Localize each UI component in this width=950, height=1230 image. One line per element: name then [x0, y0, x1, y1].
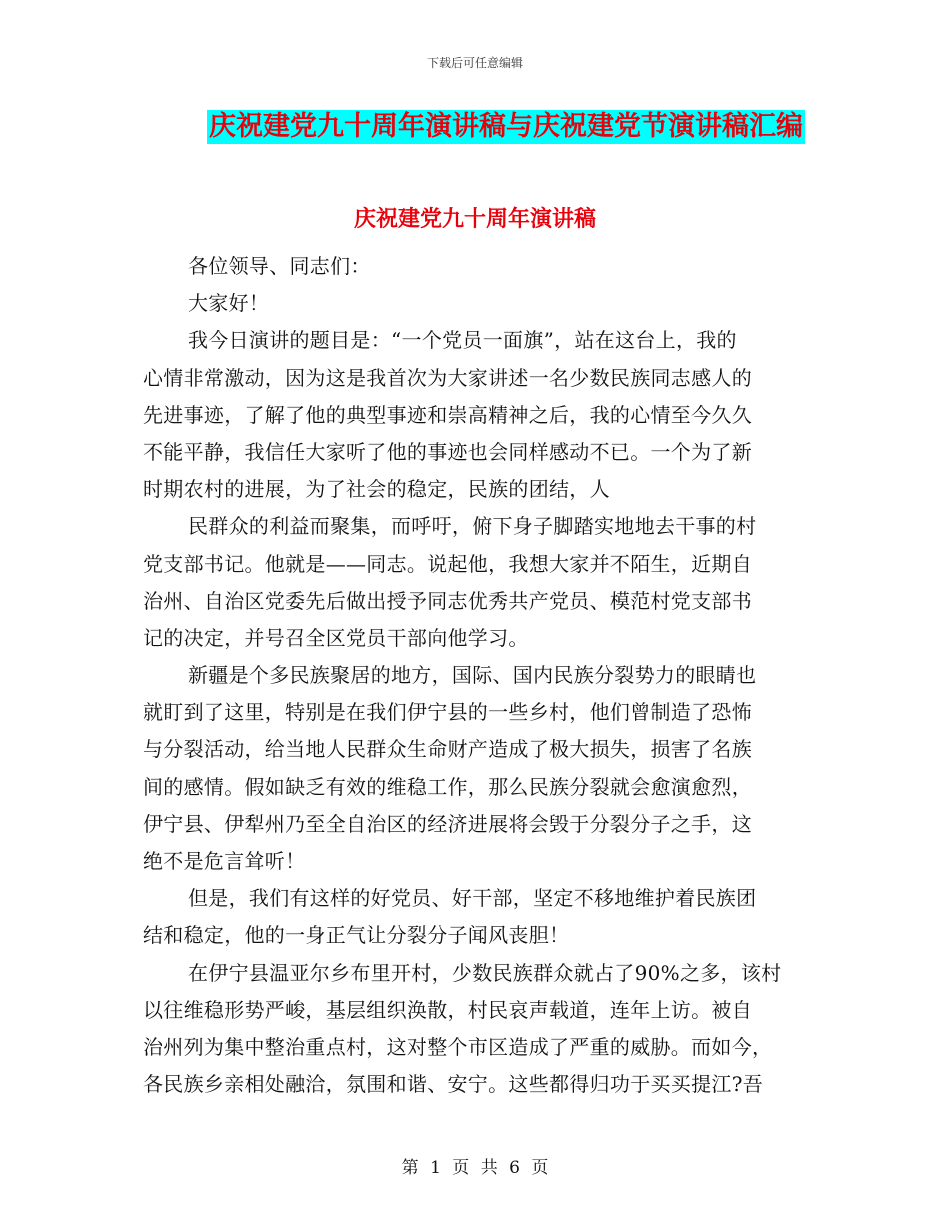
body-line: 时期农村的进展，为了社会的稳定，民族的团结，人 [143, 477, 610, 502]
body-text [143, 248, 795, 1103]
header-note: 下载后可任意编辑 [426, 56, 523, 70]
body-line: 党支部书记。他就是——同志。说起他，我想大家并不陌生，近期自 [143, 551, 752, 576]
body-line: 绝不是危言耸听！ [143, 849, 306, 873]
body-line: 新疆是个多民族聚居的地方，国际、国内民族分裂势力的眼睛也 [188, 663, 757, 688]
body-line: 在伊宁县温亚尔乡布里开村，少数民族群众就占了90%之多，该村 [188, 960, 782, 985]
page-footer: 第 1 页 共 6 页 [401, 1158, 549, 1178]
section-title: 庆祝建党九十周年演讲稿 [353, 206, 596, 232]
body-line: 不能平静，我信任大家听了他的事迹也会同样感动不已。一个为了新 [143, 439, 752, 464]
body-line: 但是，我们有这样的好党员、好干部，坚定不移地维护着民族团 [188, 886, 757, 911]
body-line: 治州、自治区党委先后做出授予同志优秀共产党员、模范村党支部书 [143, 588, 752, 613]
body-line: 我今日演讲的题目是：“一个党员一面旗”，站在这台上，我的 [188, 328, 737, 353]
body-line: 间的感情。假如缺乏有效的维稳工作，那么民族分裂就会愈演愈烈， [143, 774, 752, 799]
body-line: 治州列为集中整治重点村，这对整个市区造成了严重的威胁。而如今， [143, 1034, 773, 1059]
body-line: 伊宁县、伊犁州乃至全自治区的经济进展将会毁于分裂分子之手，这 [143, 811, 752, 836]
body-line: 以往维稳形势严峻，基层组织涣散，村民哀声载道，连年上访。被自 [143, 997, 752, 1022]
body-line: 与分裂活动，给当地人民群众生命财产造成了极大损失，损害了名族 [143, 737, 752, 762]
body-line: 民群众的利益而聚集，而呼吁，俯下身子脚踏实地地去干事的村 [188, 514, 757, 539]
body-line: 记的决定，并号召全区党员干部向他学习。 [143, 625, 529, 650]
body-line: 结和稳定，他的一身正气让分裂分子闻风丧胆！ [143, 923, 570, 948]
body-line: 各民族乡亲相处融洽，氛围和谐、安宁。这些都得归功于买买提江?吾 [143, 1072, 764, 1097]
body-line: 各位领导、同志们： [188, 254, 371, 278]
body-line: 就盯到了这里，特别是在我们伊宁县的一些乡村，他们曾制造了恐怖 [143, 700, 752, 725]
body-line: 大家好！ [188, 291, 270, 316]
body-line: 先进事迹，了解了他的典型事迹和崇高精神之后，我的心情至今久久 [143, 402, 752, 427]
document-main-title: 庆祝建党九十周年演讲稿与庆祝建党节演讲稿汇编 [209, 111, 803, 142]
body-line: 心情非常激动，因为这是我首次为大家讲述一名少数民族同志感人的 [143, 365, 752, 390]
